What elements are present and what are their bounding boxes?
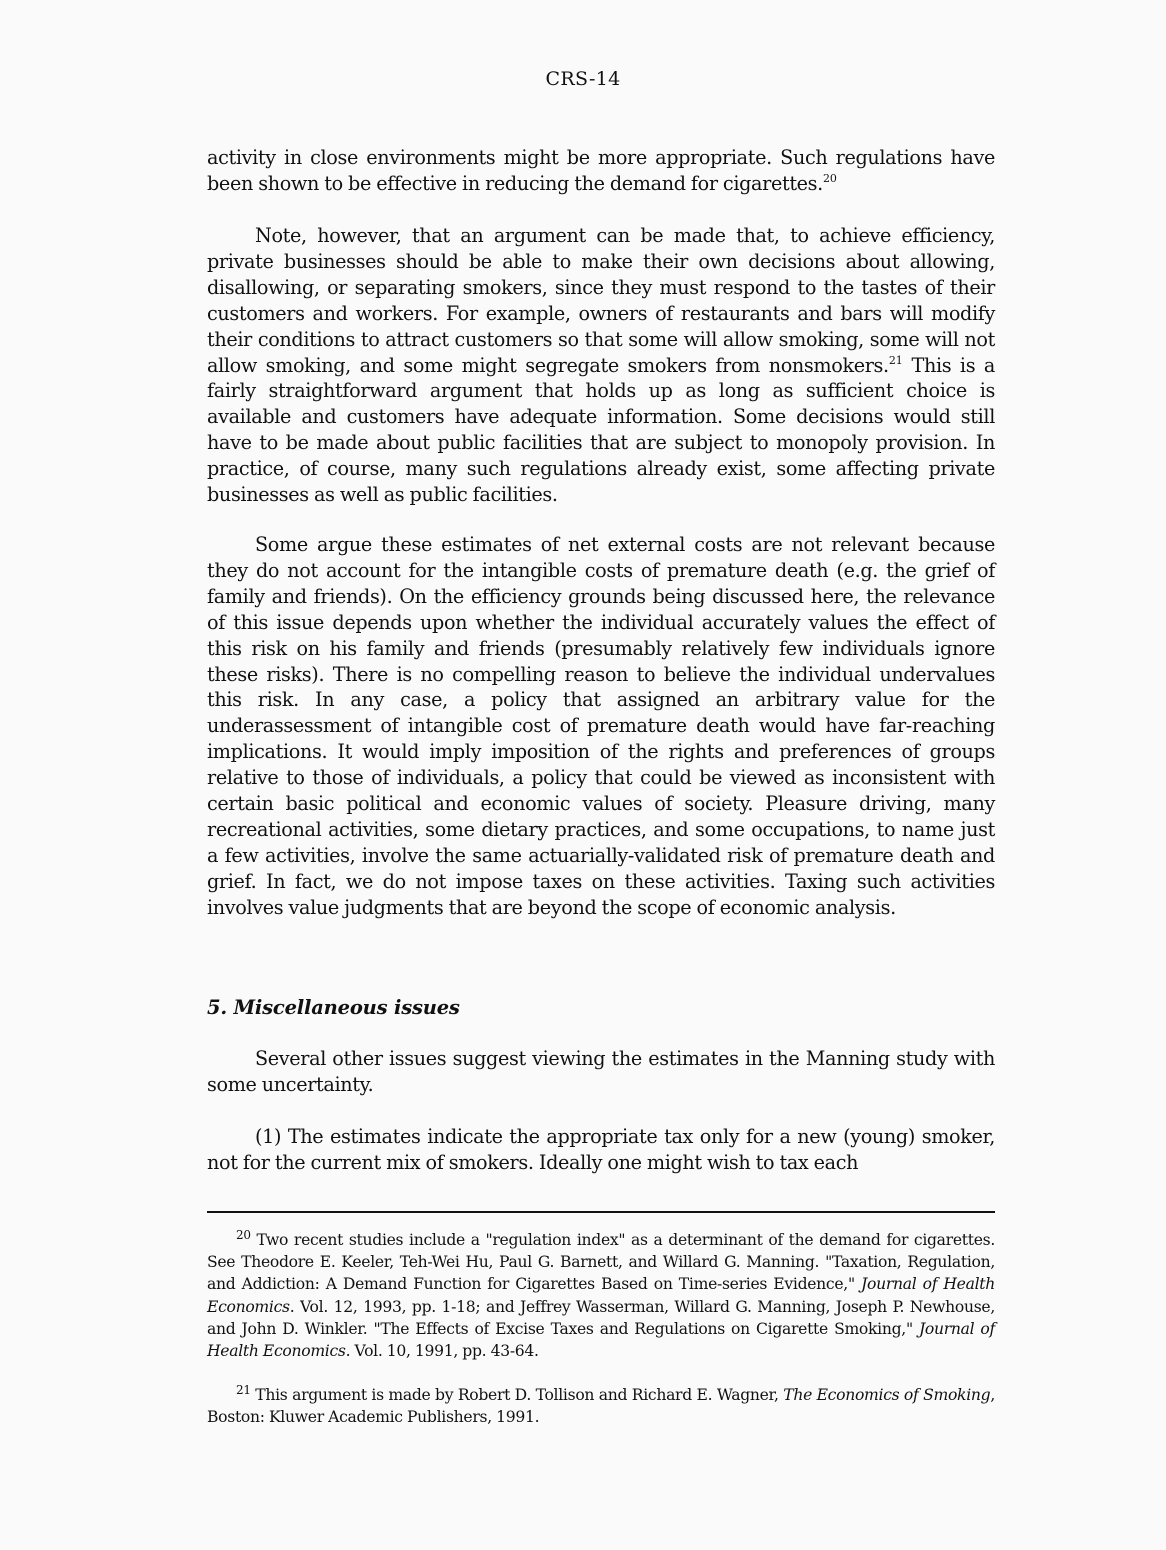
main-text xyxy=(207,145,995,197)
footnote-text-part: This argument is made by Robert D. Tollison and Richard E. Wagner, xyxy=(250,1386,784,1404)
footnote-text-part: . Vol. 10, 1991, pp. 43-64. xyxy=(345,1342,539,1361)
footnote-ref-21[interactable]: 21 xyxy=(888,353,903,367)
paragraph-private-businesses xyxy=(207,223,995,508)
paragraph-text: Note, however, that an argument can be made that, to achieve efficiency, private businesses should be able to make their own decisions about allowing, disallowing, or separating smokers, since they must respond to the tastes of their customers and workers. For example, owners of restaurants and bars will modify their conditions to attract customers so that some will allow smoking, some will not allow smoking, and some might segregate smokers from nonsmokers. xyxy=(207,224,995,377)
footnote-text xyxy=(207,1229,995,1362)
footnote-text-part: Two recent studies include a "regulation index" as a determinant of the demand for cigarettes. See Theodore E. Keeler, Teh-Wei Hu, Paul G. Barnett, and Willard G. Manning. "Taxation, Regulation, and Addiction: A Demand Function for Cigarettes Based on Time-series Evidence," xyxy=(207,1231,995,1294)
paragraph-text: This is a fairly straightforward argument that holds up as long as sufficient choice is available and customers have adequate information. Some decisions would still have to be made about public facilities that are subject to monopoly provision. In practice, of course, many such regulations already exist, some affecting private businesses as well as public facilities. xyxy=(207,353,996,507)
footnote-text-part: . Vol. 12, 1993, pp. 1-18; and Jeffrey Wasserman, Willard G. Manning, Joseph P. Newhouse, and John D. Winkler. "The Effects of Excise Taxes and Regulations on Cigarette Smoking," xyxy=(207,1297,995,1338)
section-text xyxy=(207,1046,995,1098)
section-text-2 xyxy=(207,1124,995,1176)
paragraph-continuation xyxy=(207,145,995,197)
book-title: The Economics of Smoking xyxy=(783,1386,991,1404)
footnote-ref-20[interactable]: 20 xyxy=(822,171,837,185)
paragraph-issue-1: (1) The estimates indicate the appropriate tax only for a new (young) smoker, not for the current mix of smokers. Ideally one might wish to tax each xyxy=(207,1125,995,1174)
main-text-block-3 xyxy=(207,532,995,921)
section-heading: 5. Miscellaneous issues xyxy=(207,996,460,1019)
journal-title: Journal of Health Economics xyxy=(207,1275,996,1316)
main-text-block-2 xyxy=(207,223,995,508)
footnote-number: 21 xyxy=(236,1383,251,1397)
footnote-divider xyxy=(207,1211,995,1213)
footnote-text-part: , Boston: Kluwer Academic Publishers, 1991. xyxy=(207,1386,995,1427)
journal-title: Journal of Health Economics xyxy=(207,1319,995,1361)
footnote-20 xyxy=(207,1229,995,1362)
footnote-21 xyxy=(207,1384,995,1428)
page-number: CRS-14 xyxy=(545,68,621,90)
footnote-number: 20 xyxy=(236,1228,251,1242)
paragraph-text: activity in close environments might be more appropriate. Such regulations have been shown to be effective in reducing the demand for cigarettes. xyxy=(207,146,995,195)
paragraph-intangible-costs: Some argue these estimates of net external costs are not relevant because they do not account for the intangible costs of premature death (e.g. the grief of family and friends). On the efficiency grounds being discussed here, the relevance of this issue depends upon whether the individual accurately values the effect of this risk on his family and friends (presumably relatively few individuals ignore these risks). There is no compelling reason to believe the individual undervalues this risk. In any case, a policy that assigned an arbitrary value for the underassessment of intangible cost of premature death would have far-reaching implications. It would imply imposition of the rights and preferences of groups relative to those of individuals, a policy that could be viewed as inconsistent with certain basic political and economic values of society. Pleasure driving, many recreational activities, some dietary practices, and some occupations, to name just a few activities, involve the same actuarially-validated risk of premature death and grief. In fact, we do not impose taxes on these activities. Taxing such activities involves value judgments that are beyond the scope of economic analysis. xyxy=(207,533,995,919)
footnote-text xyxy=(207,1384,995,1428)
paragraph-several-issues: Several other issues suggest viewing the estimates in the Manning study with some uncertainty. xyxy=(207,1047,995,1096)
